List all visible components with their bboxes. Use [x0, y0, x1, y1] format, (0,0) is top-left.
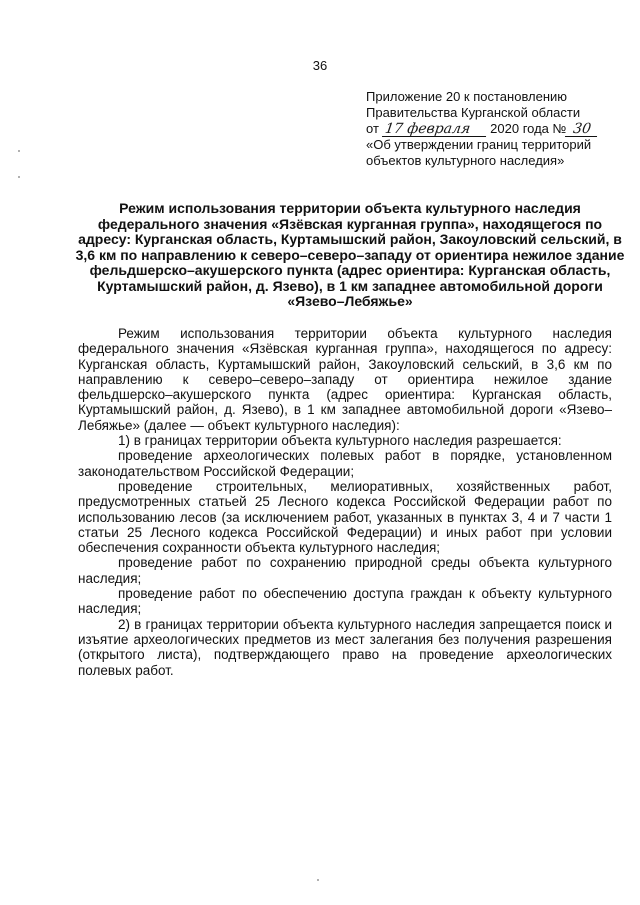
scan-speck: [18, 176, 20, 178]
document-body: [78, 326, 612, 678]
paragraph-nature: проведение работ по сохранению природной среды объекта культурного наследия;: [78, 555, 612, 586]
paragraph-access: проведение работ по обеспечению доступа граждан к объекту культурного наследия;: [78, 586, 612, 617]
appendix-line-3: [366, 121, 616, 137]
appendix-year: 2020 года №: [490, 121, 567, 136]
appendix-block: [366, 89, 616, 169]
paragraph-item-2: 2) в границах территории объекта культурного наследия запрещается поиск и изъятие археологических предметов из мест залегания без получения разрешения (открытого листа), подтверждающего право на проведение археологических полевых работ.: [78, 616, 612, 678]
appendix-line-2: Правительства Курганской области: [366, 105, 581, 120]
paragraph-intro: Режим использования территории объекта культурного наследия федерального значения «Язёвская курганная группа», находящегося по адресу: Курганская область, Куртамышский район, Закоуловский сельский, в 3,6 км по направлению к северо–северо–западу от ориентира нежилое здание фельдшерско–акушерского пункта (адрес ориентира: Курганская область, Куртамышский район, д. Язево), в 1 км западнее автомобильной дороги «Язево–Лебяжье» (далее — объект культурного наследия):: [78, 326, 612, 433]
paragraph-archaeology: проведение археологических полевых работ в порядке, установленном законодательством Российской Федерации;: [78, 448, 612, 479]
handwritten-date: 17 февраля: [381, 122, 487, 137]
document-title: Режим использования территории объекта культурного наследия федерального значения «Язёвская курганная группа», находящегося по адресу: Курганская область, Куртамышский район, Закоуловский сельский, в 3,6 км по направлению к северо–северо–западу от ориентира нежилое здание фельдшерско–акушерского пункта (адрес ориентира: Курганская область, Куртамышский район, д. Язево), в 1 км западнее автомобильной дороги «Язево–Лебяжье»: [75, 200, 625, 309]
appendix-line-1: Приложение 20 к постановлению: [366, 89, 568, 104]
appendix-line-4: «Об утверждении границ территорий: [366, 137, 592, 152]
scan-speck: [317, 879, 319, 881]
scan-speck: [18, 150, 20, 152]
paragraph-construction: проведение строительных, мелиоративных, хозяйственных работ, предусмотренных статьей 25 Лесного кодекса Российской Федерации работ по использованию лесов (за исключением работ, указанных в пунктах 3, 4 и 7 части 1 статьи 25 Лесного кодекса Российской Федерации) и иных работ при условии обеспечения сохранности объекта культурного наследия;: [78, 478, 612, 556]
appendix-date-prefix: от: [366, 121, 379, 136]
page-number: 36: [312, 58, 328, 73]
handwritten-number: 30: [565, 122, 599, 137]
paragraph-item-1: 1) в границах территории объекта культурного наследия разрешается:: [118, 433, 562, 449]
appendix-line-5: объектов культурного наследия»: [366, 153, 565, 168]
